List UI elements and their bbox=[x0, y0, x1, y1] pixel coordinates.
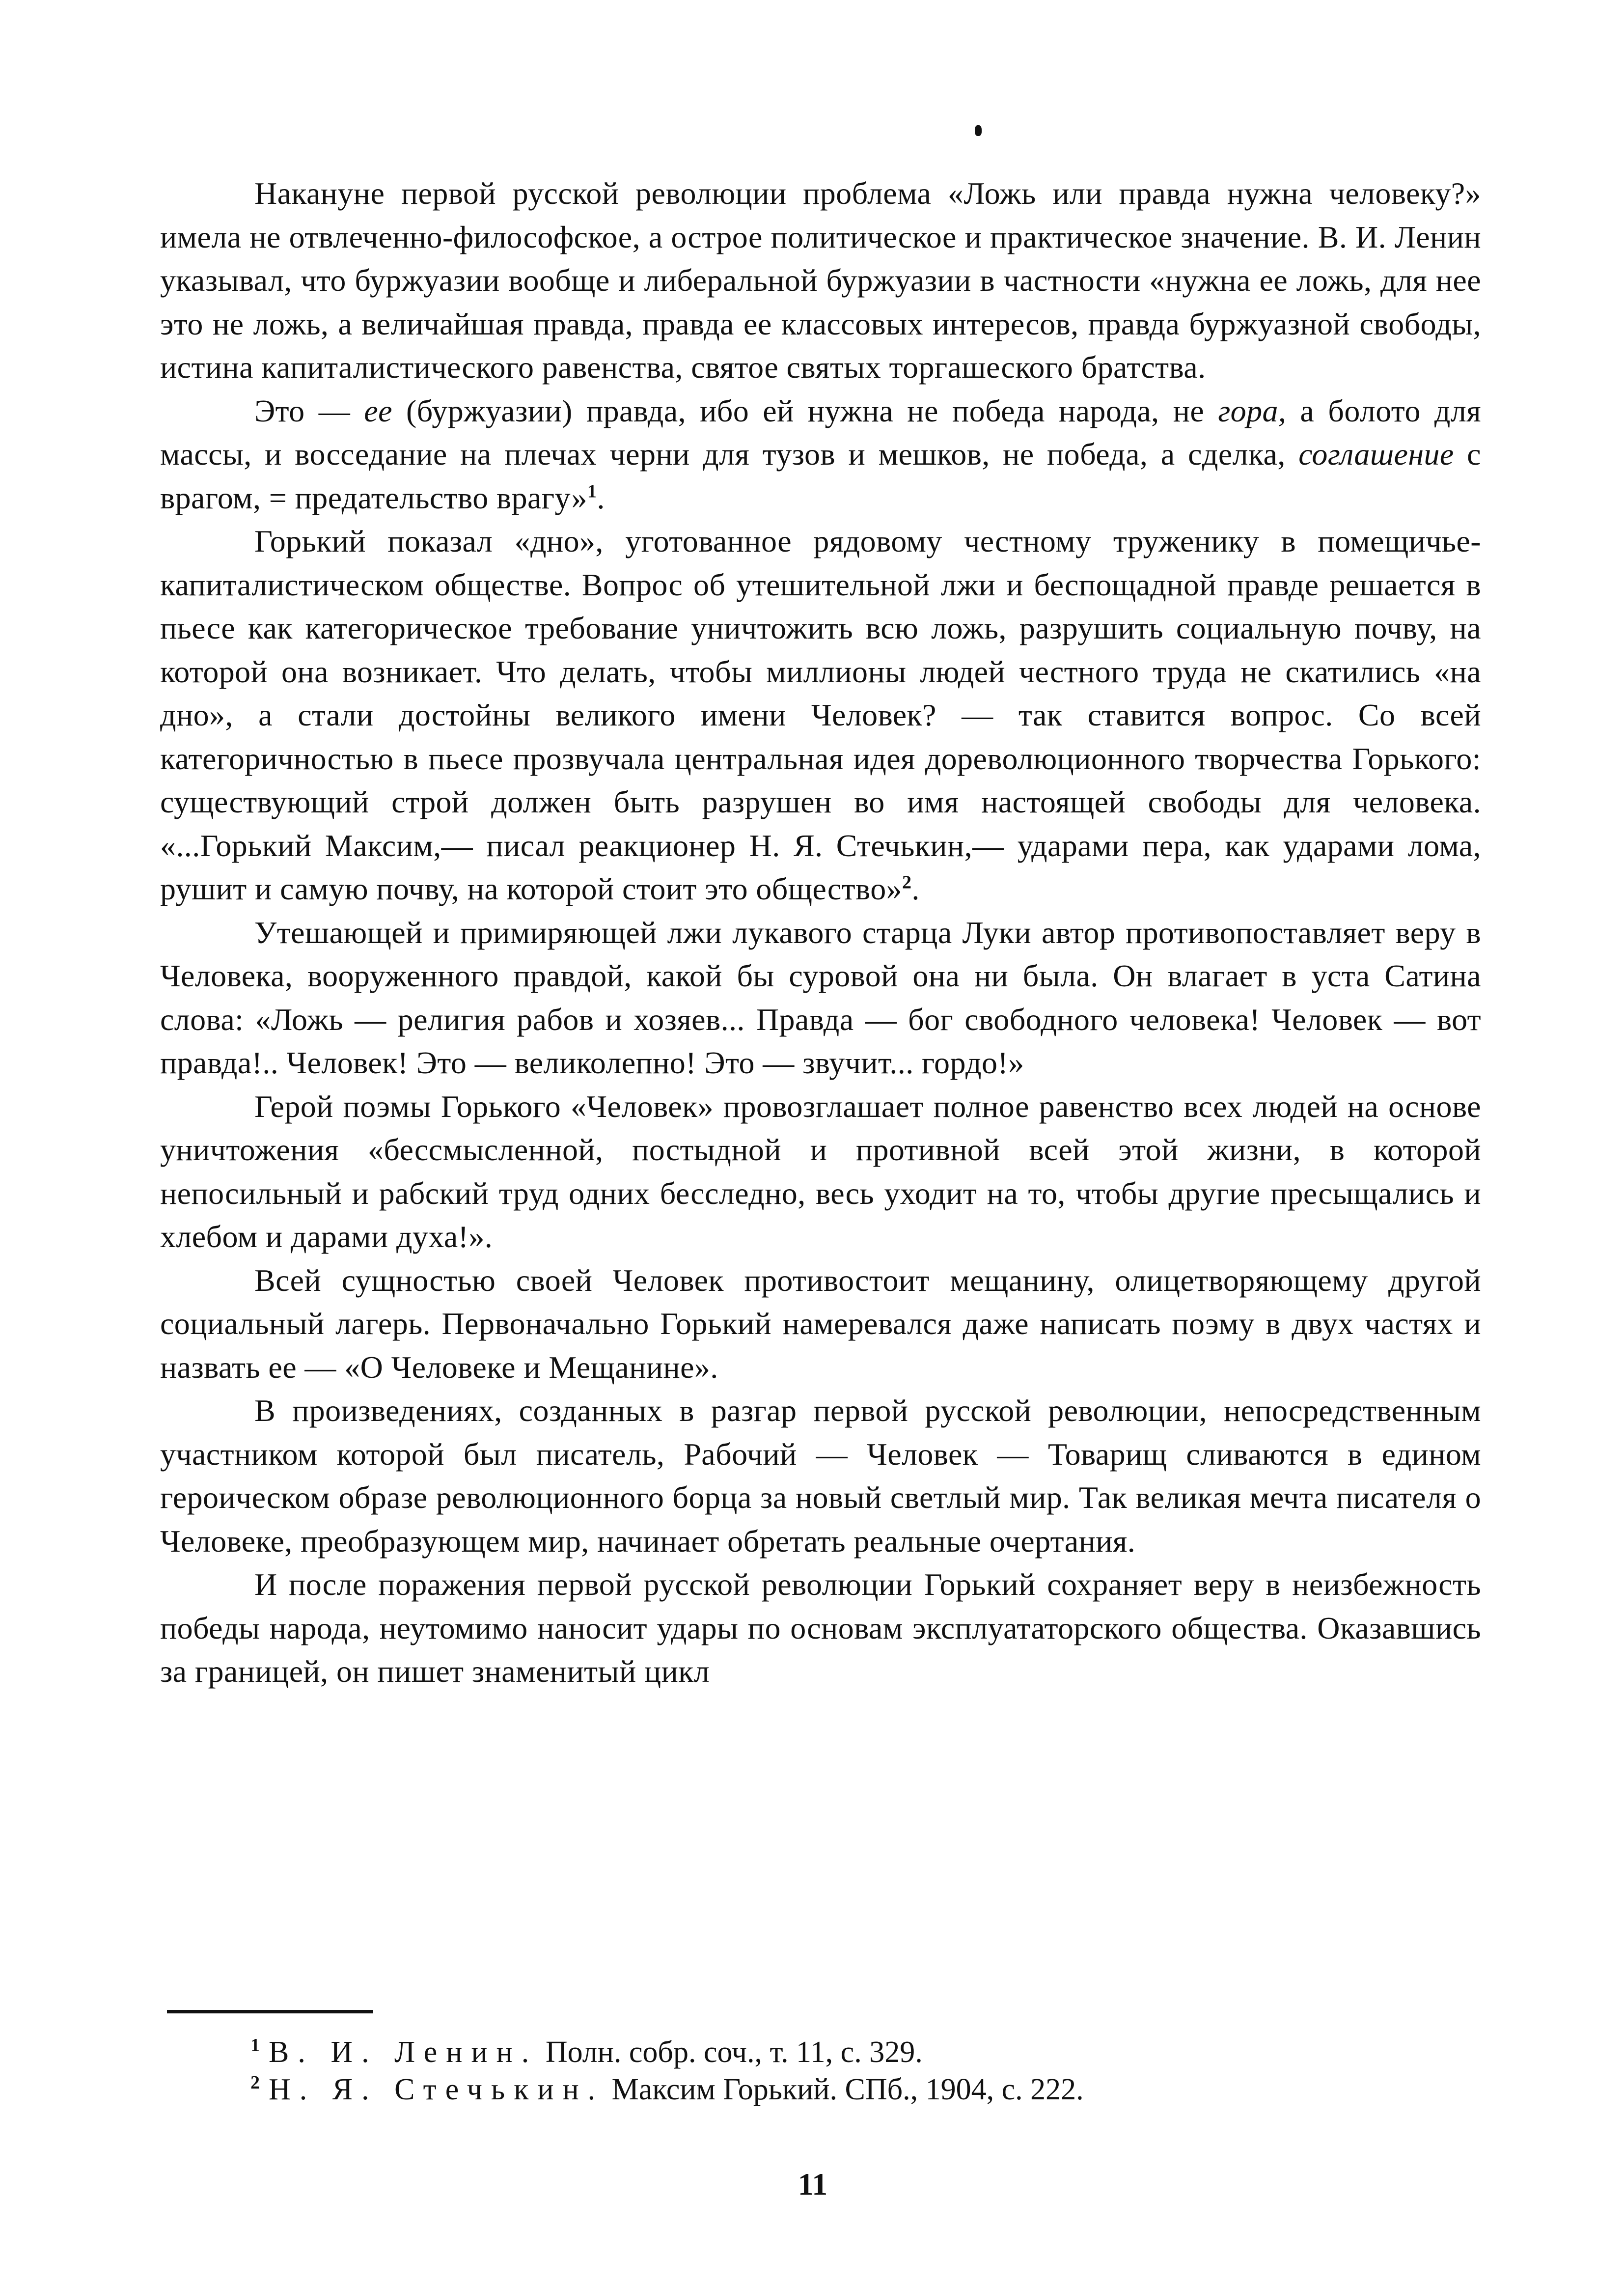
p2-text-3: а болото для массы, и восседание на плечах черни для тузов и мешков, не победа, а сделка, bbox=[160, 393, 1482, 472]
page-mark bbox=[975, 125, 982, 136]
main-text bbox=[160, 172, 1481, 1694]
p2-end: . bbox=[597, 480, 605, 515]
paragraph-7: В произведениях, созданных в разгар первой русской революции, непосредственным участником которой был писатель, Рабочий — Человек — Товарищ сливаются в едином героическом образе революционного борца за новый светлый мир. Так великая мечта писателя о Человеке, преобразующем мир, начинает обретать реальные очертания. bbox=[160, 1393, 1481, 1559]
paragraph-6: Всей сущностью своей Человек противостоит мещанину, олицетворяющему другой социальный лагерь. Первоначально Горький намеревался даже написать поэму в двух частях и назвать ее — «О Человеке и Мещанине». bbox=[160, 1262, 1481, 1385]
p3-end: . bbox=[911, 871, 920, 906]
paragraph-1: Накануне первой русской революции проблема «Ложь или правда нужна человеку?» имела не отвлеченно-философское, а острое политическое и практическое значение. В. И. Ленин указывал, что буржуазии вообще и либеральной буржуазии в частности «нужна ее ложь, для нее это не ложь, а величайшая правда, правда ее классовых интересов, правда буржуазной свободы, истина капиталистического равенства, святое святых торгашеского братства. bbox=[160, 176, 1481, 385]
footnote-source: Максим Горький. СПб., 1904, с. 222. bbox=[604, 2073, 1084, 2106]
footnote-author: В. И. Ленин. bbox=[269, 2035, 538, 2069]
footnote-author: Н. Я. Стечькин. bbox=[269, 2073, 605, 2106]
page-number: 11 bbox=[798, 2167, 828, 2202]
paragraph-4: Утешающей и примиряющей лжи лукавого старца Луки автор противопоставляет веру в Человека, вооруженного правдой, какой бы суровой она ни была. Он влагает в уста Сатина слова: «Ложь — религия рабов и хозяев... Правда — бог свободного человека! Человек — вот правда!.. Человек! Это — великолепно! Это — звучит... гордо!» bbox=[160, 915, 1481, 1080]
p2-text-2: (буржуазии) правда, ибо ей нужна не победа народа, не bbox=[392, 393, 1218, 428]
footnote-ref-2[interactable]: 2 bbox=[902, 872, 912, 893]
paragraph-3 bbox=[160, 520, 1481, 911]
paragraph-5: Герой поэмы Горького «Человек» провозглашает полное равенство всех людей на основе уничтожения «бессмысленной, постыдной и противной всей этой жизни, в которой непосильный и рабский труд одних бесследно, весь уходит на то, чтобы другие пресыщались и хлебом и дарами духа!». bbox=[160, 1088, 1481, 1254]
footnote-2 bbox=[250, 2071, 1454, 2108]
footnote-1 bbox=[250, 2034, 1454, 2071]
paragraph-8: И после поражения первой русской революции Горький сохраняет веру в неизбежность победы народа, неутомимо наносит удары по основам эксплуататорского общества. Оказавшись за границей, он пишет знаменитый цикл bbox=[160, 1567, 1481, 1689]
footnote-number: 1 bbox=[250, 2035, 260, 2056]
p2-italic-2: гора, bbox=[1218, 393, 1287, 428]
p3-text: Горький показал «дно», уготованное рядовому честному труженику в помещичье-капиталистическом обществе. Вопрос об утешительной лжи и беспощадной правде решается в пьесе как категорическое требование уничтожить всю ложь, разрушить социальную почву, на которой она возникает. Что делать, чтобы миллионы людей честного труда не скатились «на дно», а стали достойны великого имени Человек? — так ставится вопрос. Со всей категоричностью в пьесе прозвучала центральная идея дореволюционного творчества Горького: существующий строй должен быть разрушен во имя настоящей свободы для человека. «...Горький Максим,— писал реакционер Н. Я. Стечькин,— ударами пера, как ударами лома, рушит и самую почву, на которой стоит это общество» bbox=[160, 524, 1481, 906]
footnotes bbox=[250, 2034, 1454, 2108]
footnote-divider bbox=[167, 2010, 373, 2013]
footnote-number: 2 bbox=[250, 2072, 260, 2093]
p2-italic-3: соглашение bbox=[1298, 437, 1454, 472]
p2-text-4: с врагом, = предательство врагу» bbox=[160, 437, 1481, 515]
footnote-ref-1[interactable]: 1 bbox=[587, 481, 597, 502]
footnote-source: Полн. собр. соч., т. 11, с. 329. bbox=[538, 2035, 923, 2069]
paragraph-2 bbox=[160, 390, 1481, 520]
p2-italic-1: ее bbox=[364, 393, 392, 428]
p2-text-1: Это — bbox=[254, 393, 364, 428]
